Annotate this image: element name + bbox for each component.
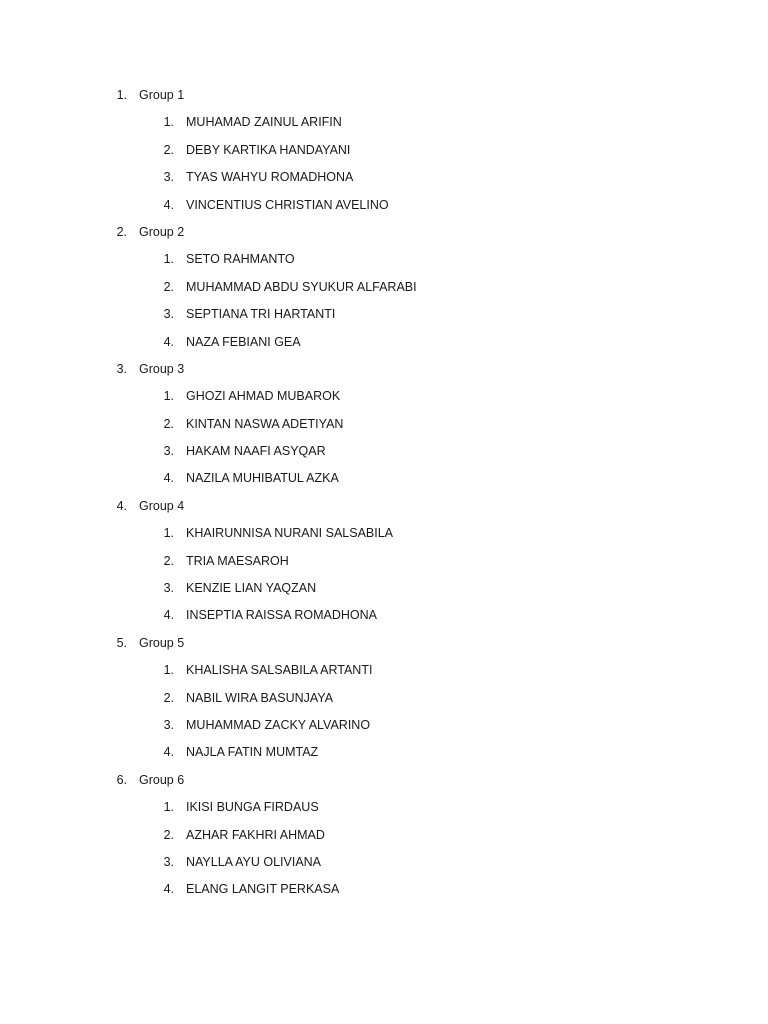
member-name: INSEPTIA RAISSA ROMADHONA [186, 608, 378, 623]
member-list-item [0, 411, 768, 438]
group-heading [0, 493, 768, 520]
member-number: 4. [163, 745, 174, 760]
member-list-item [0, 246, 768, 273]
member-name: NAZA FEBIANI GEA [186, 334, 301, 349]
member-name: ELANG LANGIT PERKASA [186, 882, 340, 897]
member-number: 3. [163, 170, 174, 185]
member-name: GHOZI AHMAD MUBAROK [186, 389, 341, 404]
member-name: MUHAMMAD ZACKY ALVARINO [186, 717, 371, 732]
member-name: NABIL WIRA BASUNJAYA [186, 690, 334, 705]
member-list-item [0, 192, 768, 219]
member-number: 2. [163, 142, 174, 157]
group-heading [0, 219, 768, 246]
member-list-item [0, 137, 768, 164]
member-number: 2. [163, 416, 174, 431]
group-block [0, 630, 768, 767]
member-number: 4. [163, 471, 174, 486]
member-number: 4. [163, 882, 174, 897]
group-list [0, 82, 768, 904]
member-list-item [0, 520, 768, 547]
member-name: MUHAMAD ZAINUL ARIFIN [186, 115, 342, 130]
member-number: 3. [163, 581, 174, 596]
member-name: HAKAM NAAFI ASYQAR [186, 444, 326, 459]
group-number: 5. [116, 635, 127, 650]
member-name: NAJLA FATIN MUMTAZ [186, 745, 319, 760]
group-number: 4. [116, 498, 127, 513]
group-block [0, 219, 768, 356]
member-name: SETO RAHMANTO [186, 252, 295, 267]
member-number: 3. [163, 854, 174, 869]
member-number: 3. [163, 717, 174, 732]
member-list-item [0, 109, 768, 136]
member-name: IKISI BUNGA FIRDAUS [186, 800, 319, 815]
group-number: 6. [116, 772, 127, 787]
member-list-item [0, 712, 768, 739]
member-name: VINCENTIUS CHRISTIAN AVELINO [186, 197, 389, 212]
group-block [0, 493, 768, 630]
member-list-item [0, 465, 768, 492]
member-name: NAYLLA AYU OLIVIANA [186, 854, 322, 869]
member-name: NAZILA MUHIBATUL AZKA [186, 471, 339, 486]
member-number: 1. [163, 526, 174, 541]
member-name: DEBY KARTIKA HANDAYANI [186, 142, 351, 157]
member-number: 1. [163, 663, 174, 678]
member-list-item [0, 383, 768, 410]
member-list-item [0, 301, 768, 328]
group-block [0, 356, 768, 493]
group-block [0, 767, 768, 904]
group-block [0, 82, 768, 219]
member-number: 4. [163, 334, 174, 349]
group-label: Group 1 [139, 88, 185, 102]
member-name: AZHAR FAKHRI AHMAD [186, 827, 325, 842]
group-label: Group 2 [139, 224, 185, 239]
member-number: 4. [163, 197, 174, 212]
member-number: 3. [163, 307, 174, 322]
member-list-item [0, 548, 768, 575]
group-number: 2. [116, 224, 127, 239]
member-list-item [0, 164, 768, 191]
member-list-item [0, 575, 768, 602]
member-list-item [0, 274, 768, 301]
group-label: Group 6 [139, 772, 185, 787]
member-name: KHALISHA SALSABILA ARTANTI [186, 663, 373, 678]
member-list-item [0, 657, 768, 684]
member-number: 2. [163, 553, 174, 568]
group-label: Group 3 [139, 361, 185, 376]
member-number: 2. [163, 827, 174, 842]
member-name: SEPTIANA TRI HARTANTI [186, 307, 336, 322]
group-heading [0, 356, 768, 383]
member-name: KENZIE LIAN YAQZAN [186, 581, 317, 596]
member-name: KINTAN NASWA ADETIYAN [186, 416, 344, 431]
member-number: 1. [163, 252, 174, 267]
group-heading [0, 767, 768, 794]
member-list-item [0, 822, 768, 849]
member-number: 2. [163, 690, 174, 705]
group-label: Group 5 [139, 635, 185, 650]
member-list-item [0, 438, 768, 465]
member-name: MUHAMMAD ABDU SYUKUR ALFARABI [186, 279, 417, 294]
member-list-item [0, 739, 768, 766]
member-number: 1. [163, 800, 174, 815]
group-label: Group 4 [139, 498, 185, 513]
group-heading [0, 630, 768, 657]
member-number: 1. [163, 115, 174, 130]
group-heading [0, 82, 768, 109]
member-number: 3. [163, 444, 174, 459]
member-list-item [0, 602, 768, 629]
member-list-item [0, 685, 768, 712]
member-name: KHAIRUNNISA NURANI SALSABILA [186, 526, 394, 541]
member-number: 1. [163, 389, 174, 404]
member-name: TYAS WAHYU ROMADHONA [186, 170, 354, 185]
group-number: 3. [116, 361, 127, 376]
group-number: 1. [116, 88, 127, 102]
member-list-item [0, 794, 768, 821]
member-list-item [0, 849, 768, 876]
member-number: 4. [163, 608, 174, 623]
member-name: TRIA MAESAROH [186, 553, 289, 568]
member-number: 2. [163, 279, 174, 294]
member-list-item [0, 876, 768, 903]
member-list-item [0, 329, 768, 356]
